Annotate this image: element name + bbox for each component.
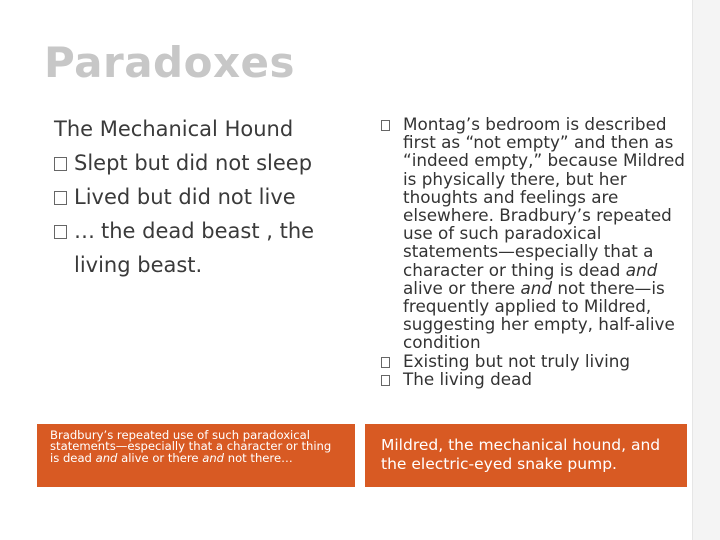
bullet-text: Slept but did not sleep [74,151,313,175]
mildred-bullet-list [403,115,685,388]
right-text-block [403,115,685,388]
text-segment: Bradbury’s repeated use of such paradoxical statements—especially that a character or thing is dead [50,428,332,465]
paradox-summary-box [37,424,355,487]
emphasis-text: and [95,450,118,465]
hound-bullet-list [54,146,354,282]
bullet-box-icon [381,357,390,368]
bullet-box-icon [54,157,67,171]
ellipsis-text: … [74,219,95,243]
list-item [403,352,685,370]
list-item [54,146,354,180]
text-segment: not there… [224,450,293,465]
bullet-box-icon [54,191,67,205]
bullet-text: Existing but not truly living [403,350,631,371]
list-item [403,370,685,388]
bullet-box-icon [381,375,390,386]
right-edge-bar [692,0,720,540]
text-segment: alive or there [117,450,203,465]
list-item [54,180,354,214]
bullet-box-icon [381,120,390,131]
examples-box [365,424,687,487]
left-text-block [54,112,354,282]
text-segment: alive or there [403,277,521,298]
emphasis-text: and [520,277,553,298]
bullet-text [403,114,685,352]
examples-text: Mildred, the mechanical hound, and the electric-eyed snake pump. [381,436,661,473]
bullet-text: Lived but did not live [74,185,296,209]
hound-heading: The Mechanical Hound [54,117,294,141]
list-item [403,115,685,352]
bullet-text: the dead beast , the living beast. [74,219,315,277]
text-segment: not there—is frequently applied to Mildred, suggesting her empty, half-alive condition [403,277,675,353]
bullet-text: The living dead [403,368,532,389]
emphasis-text: and [625,259,658,280]
text-segment: Montag’s bedroom is described first as “not empty” and then as “indeed empty,” because Mildred is physically there, but her thoughts and feelings are elsewhere. Bradbury’s repeated use of such paradoxical statements—especially that a character or thing is dead [403,114,685,280]
slide-title: Paradoxes [44,38,296,87]
emphasis-text: and [202,450,225,465]
list-item [54,214,354,282]
bullet-box-icon [54,225,67,239]
